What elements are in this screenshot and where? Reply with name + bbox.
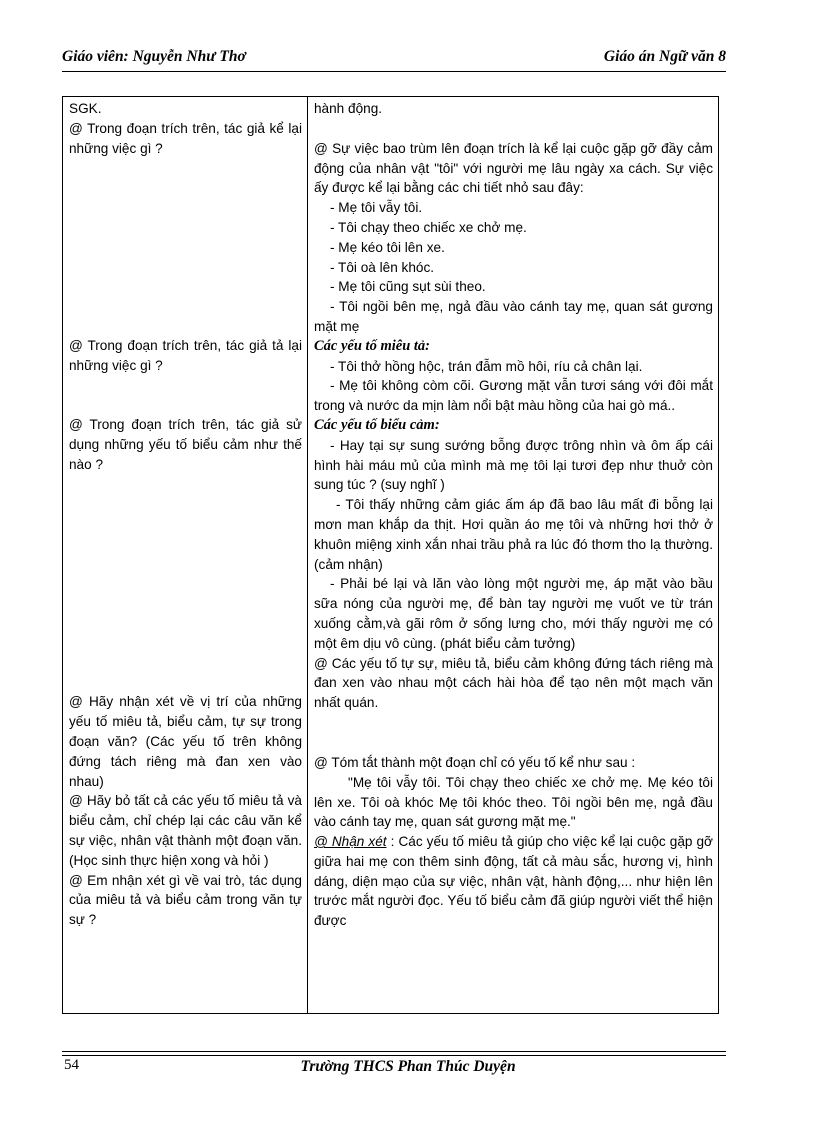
footer-rule — [62, 1051, 726, 1052]
answer-5-text: "Mẹ tôi vẫy tôi. Tôi chạy theo chiếc xe chở mẹ. Mẹ kéo tôi lên xe. Tôi oà khóc Mẹ tôi khóc theo. Tôi ngồi bên mẹ, ngả đầu vào cánh tay mẹ, quan sát gương mặt mẹ." — [314, 774, 713, 830]
expressive-item: - Phải bé lại và lăn vào lòng một người mẹ, áp mặt vào bầu sữa nóng của người mẹ, để bàn tay người mẹ vuốt ve từ trán xuống cằm,và gãi rôm ở sống lưng cho, mới thấy người mẹ có một êm dịu vô cùng. (phát biểu cảm tưởng) — [314, 576, 713, 651]
page-header — [62, 48, 726, 70]
event-item: - Mẹ kéo tôi lên xe. — [330, 239, 445, 255]
event-item: - Tôi oà lên khóc. — [330, 259, 435, 275]
lesson-table — [62, 96, 719, 1014]
question-6: @ Em nhận xét gì về vai trò, tác dụng của miêu tả và biểu cảm trong văn tự sự ? — [69, 872, 302, 928]
event-item: - Tôi chạy theo chiếc xe chở mẹ. — [330, 219, 527, 235]
question-4: @ Hãy nhận xét về vị trí của những yếu tố miêu tả, biểu cảm, tự sự trong đoạn văn? (Các yếu tố trên không đứng tách riêng mà đan xen vào nhau) — [69, 694, 302, 789]
answers-column — [308, 97, 719, 1014]
event-item: - Mẹ tôi vẫy tôi. — [330, 200, 423, 216]
descriptive-item: - Tôi thở hồng hộc, trán đẫm mồ hôi, ríu cả chân lại. — [330, 358, 643, 374]
expressive-item: - Hay tại sự sung sướng bỗng được trông nhìn và ôm ấp cái hình hài máu mủ của mình mà mẹ tôi lại tươi đẹp như thuở còn sung túc ? (suy nghĩ ) — [314, 437, 713, 493]
question-2: @ Trong đoạn trích trên, tác giả tả lại những việc gì ? — [69, 338, 302, 374]
expressive-item: - Tôi thấy những cảm giác ấm áp đã bao lâu mất đi bỗng lại mơn man khắp da thịt. Hơi quần áo mẹ tôi và những hơi thở ở khuôn miệng xinh xắn nhai trầu phả ra lúc đó thơm tho lạ thường. (cảm nhận) — [314, 497, 713, 572]
answer-4: @ Các yếu tố tự sự, miêu tả, biểu cảm không đứng tách riêng mà đan xen vào nhau một cách hài hòa để tạo nên một mạch văn nhất quán. — [314, 655, 713, 711]
descriptive-heading: Các yếu tố miêu tả: — [314, 337, 430, 354]
event-item: - Tôi ngồi bên mẹ, ngả đầu vào cánh tay mẹ, quan sát gương mặt mẹ — [314, 299, 713, 334]
expressive-heading: Các yếu tố biểu cảm: — [314, 416, 440, 433]
question-1: @ Trong đoạn trích trên, tác giả kể lại những việc gì ? — [69, 120, 302, 156]
school-name: Trường THCS Phan Thúc Duyện — [300, 1058, 516, 1075]
remark-label: @ Nhận xét — [314, 834, 387, 850]
answer-6 — [314, 832, 713, 931]
descriptive-item: - Mẹ tôi không còm cõi. Gương mặt vẫn tươi sáng với đôi mắt trong và nước da mịn làm nổi bật màu hồng của hai gò má.. — [314, 378, 713, 414]
remark-text: : Các yếu tố miêu tả giúp cho việc kể lại cuộc gặp gỡ giữa hai mẹ con thêm sinh động, tất cả màu sắc, hương vị, hình dáng, diện mạo của sự việc, nhân vật, hành động,... như hiện lên trước mắt người đọc. Yếu tố biểu cảm đã giúp người viết thể hiện được — [314, 834, 713, 929]
lesson-plan-title: Giáo án Ngữ văn 8 — [603, 48, 726, 65]
answer-1: @ Sự việc bao trùm lên đoạn trích là kể lại cuộc gặp gỡ đầy cảm động của nhân vật "tôi" với người mẹ lâu ngày xa cách. Sự việc ấy được kể lại bằng các chi tiết nhỏ sau đây: — [314, 140, 713, 196]
event-item: - Mẹ tôi cũng sụt sùi theo. — [330, 279, 486, 295]
question-5: @ Hãy bỏ tất cả các yếu tố miêu tả và biểu cảm, chỉ chép lại các câu văn kể sự việc, nhân vật thành một đoạn văn.(Học sinh thực hiện xong và hỏi ) — [69, 793, 302, 868]
answer-5-intro: @ Tóm tắt thành một đoạn chỉ có yếu tố kể như sau : — [314, 754, 636, 770]
header-rule — [62, 71, 726, 72]
footer-rule — [62, 1055, 726, 1056]
questions-column — [63, 97, 308, 1014]
question-3: @ Trong đoạn trích trên, tác giả sử dụng những yếu tố biểu cảm như thế nào ? — [69, 416, 302, 472]
left-text-sgk: SGK. — [69, 101, 102, 116]
teacher-name: Giáo viên: Nguyễn Như Thơ — [62, 48, 246, 65]
right-text-action: hành động. — [314, 101, 383, 116]
page-number: 54 — [64, 1057, 79, 1073]
